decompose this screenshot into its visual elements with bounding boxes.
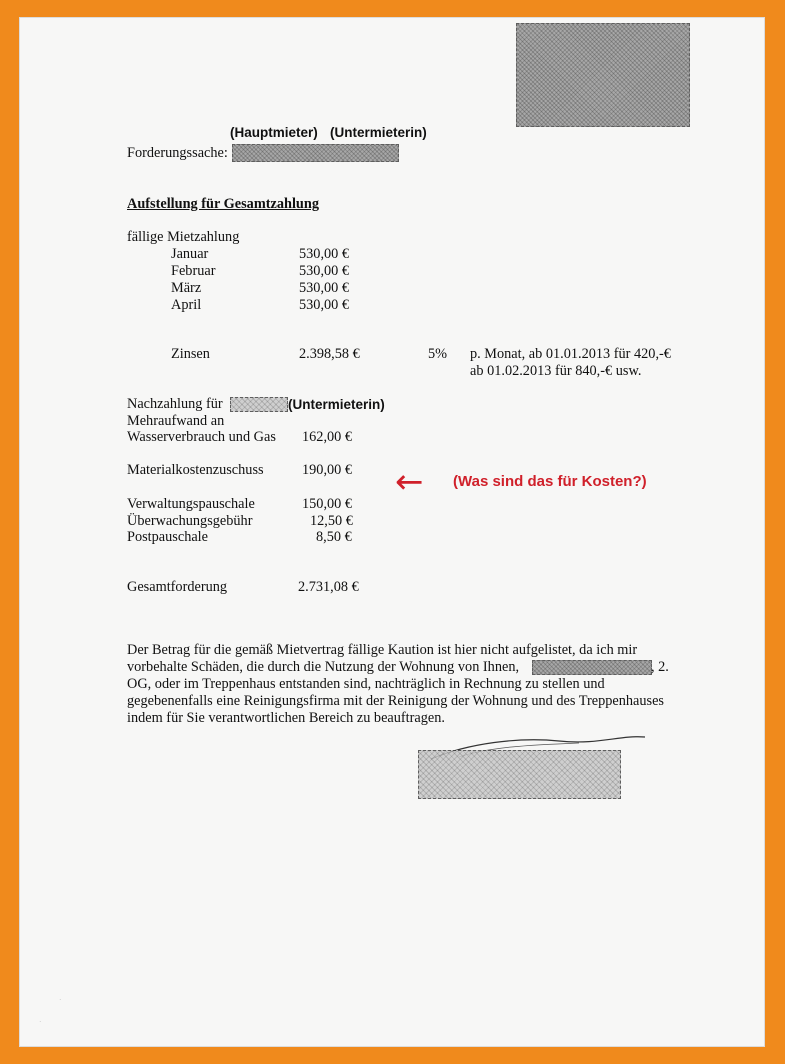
redacted-address-inline xyxy=(532,660,652,675)
total-label: Gesamtforderung xyxy=(127,579,228,595)
fee-label: Überwachungsgebühr xyxy=(127,513,253,529)
material-amount: 190,00 € xyxy=(302,462,353,478)
paragraph-line-2a: vorbehalte Schäden, die durch die Nutzung der Wohnung von Ihnen, xyxy=(127,659,520,675)
nachzahlung-line3: Wasserverbrauch und Gas xyxy=(127,429,276,445)
nachzahlung-line2: Mehraufwand an xyxy=(127,413,225,429)
redacted-name xyxy=(232,144,399,162)
interest-rate: 5% xyxy=(428,346,448,362)
interest-note-2: ab 01.02.2013 für 840,-€ usw. xyxy=(470,363,642,379)
document-page xyxy=(19,17,765,1047)
fee-amount: 8,50 € xyxy=(316,529,352,545)
paragraph-line-2b: , 2. xyxy=(651,659,669,675)
section-title: Aufstellung für Gesamtzahlung xyxy=(127,196,319,212)
annotation-text: (Was sind das für Kosten?) xyxy=(453,473,647,490)
rent-amount: 530,00 € xyxy=(299,246,350,262)
fee-amount: 12,50 € xyxy=(310,513,353,529)
footer-mark: . xyxy=(39,1015,42,1024)
rent-label: fällige Mietzahlung xyxy=(127,229,240,245)
forderung-label: Forderungssache: xyxy=(127,145,228,161)
nachzahlung-tenant: (Untermieterin) xyxy=(288,397,385,412)
role-sub: (Untermieterin) xyxy=(330,125,427,140)
redacted-tenant-name xyxy=(230,397,288,412)
fee-label: Postpauschale xyxy=(127,529,208,545)
footer-mark: . xyxy=(59,993,62,1002)
redacted-signature xyxy=(418,750,621,799)
rent-month: März xyxy=(171,280,202,296)
redacted-address-block xyxy=(516,23,690,127)
rent-amount: 530,00 € xyxy=(299,263,350,279)
rent-amount: 530,00 € xyxy=(299,280,350,296)
rent-month: Februar xyxy=(171,263,216,279)
total-amount: 2.731,08 € xyxy=(298,579,359,595)
rent-month: April xyxy=(171,297,202,313)
interest-amount: 2.398,58 € xyxy=(299,346,360,362)
nachzahlung-label: Nachzahlung für xyxy=(127,396,223,412)
paragraph-line-4: gegebenenfalls eine Reinigungsfirma mit der Reinigung der Wohnung und des Treppenhauses xyxy=(127,693,664,709)
fee-label: Verwaltungspauschale xyxy=(127,496,255,512)
material-label: Materialkostenzuschuss xyxy=(127,462,264,478)
arrow-left-icon: ← xyxy=(395,462,424,502)
paragraph-line-5: indem für Sie verantwortlichen Bereich zu beauftragen. xyxy=(127,710,445,726)
paragraph-line-3: OG, oder im Treppenhaus entstanden sind, nachträglich in Rechnung zu stellen und xyxy=(127,676,605,692)
nachzahlung-amount: 162,00 € xyxy=(302,429,353,445)
interest-note-1: p. Monat, ab 01.01.2013 für 420,-€ xyxy=(470,346,671,362)
paragraph-line-1: Der Betrag für die gemäß Mietvertrag fällige Kaution ist hier nicht aufgelistet, da ich mir xyxy=(127,642,638,658)
interest-label: Zinsen xyxy=(171,346,210,362)
fee-amount: 150,00 € xyxy=(302,496,353,512)
rent-month: Januar xyxy=(171,246,209,262)
role-main: (Hauptmieter) xyxy=(230,125,318,140)
rent-amount: 530,00 € xyxy=(299,297,350,313)
